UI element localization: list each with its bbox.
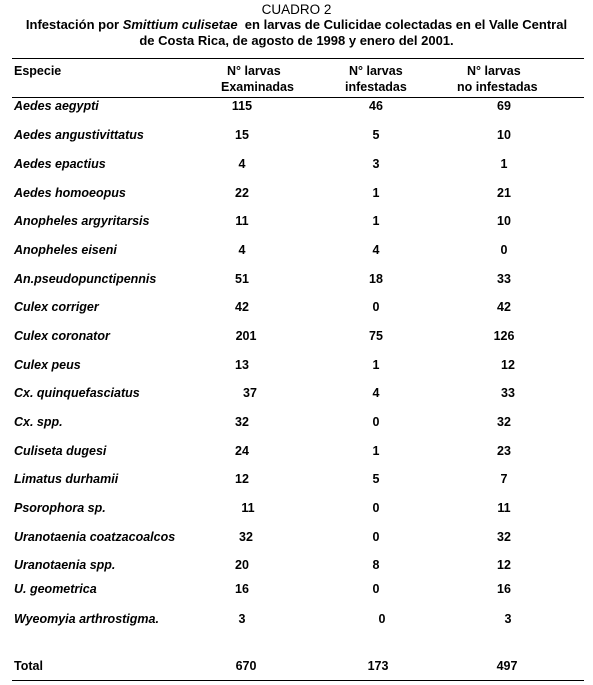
infested-count-cell: 46 bbox=[369, 99, 383, 113]
species-cell: Culiseta dugesi bbox=[14, 444, 107, 458]
infested-count-cell: 3 bbox=[372, 157, 380, 171]
table-caption-line-1 bbox=[0, 17, 593, 33]
infested-count-cell: 1 bbox=[372, 214, 380, 228]
header-species: Especie bbox=[14, 64, 62, 78]
not-infested-count-cell: 69 bbox=[497, 99, 511, 113]
examined-count-cell: 16 bbox=[235, 582, 249, 596]
not-infested-count-cell: 0 bbox=[500, 243, 508, 257]
not-infested-count-cell: 1 bbox=[500, 157, 508, 171]
examined-count-cell: 115 bbox=[231, 99, 253, 113]
examined-count-cell: 4 bbox=[238, 157, 246, 171]
examined-count-cell: 201 bbox=[235, 329, 257, 343]
infested-count-cell: 0 bbox=[372, 300, 380, 314]
infested-count-cell: 4 bbox=[372, 386, 380, 400]
species-cell: Anopheles argyritarsis bbox=[14, 214, 150, 228]
not-infested-count-cell: 33 bbox=[497, 272, 511, 286]
species-cell: U. geometrica bbox=[14, 582, 97, 596]
table-top-rule bbox=[12, 58, 584, 59]
species-cell: Psorophora sp. bbox=[14, 501, 106, 515]
infested-count-cell: 0 bbox=[372, 530, 380, 544]
total-examined: 670 bbox=[235, 659, 257, 673]
species-cell: Culex peus bbox=[14, 358, 81, 372]
not-infested-count-cell: 11 bbox=[497, 501, 511, 515]
examined-count-cell: 42 bbox=[235, 300, 249, 314]
not-infested-count-cell: 7 bbox=[500, 472, 508, 486]
species-cell: Cx. spp. bbox=[14, 415, 63, 429]
not-infested-count-cell: 12 bbox=[501, 358, 515, 372]
examined-count-cell: 15 bbox=[235, 128, 249, 142]
species-cell: Aedes epactius bbox=[14, 157, 106, 171]
not-infested-count-cell: 21 bbox=[497, 186, 511, 200]
examined-count-cell: 32 bbox=[235, 415, 249, 429]
species-cell: Aedes aegypti bbox=[14, 99, 99, 113]
infested-count-cell: 5 bbox=[372, 472, 380, 486]
examined-count-cell: 22 bbox=[235, 186, 249, 200]
species-cell: Cx. quinquefasciatus bbox=[14, 386, 140, 400]
infested-count-cell: 8 bbox=[372, 558, 380, 572]
examined-count-cell: 51 bbox=[235, 272, 249, 286]
examined-count-cell: 11 bbox=[241, 501, 255, 515]
infested-count-cell: 18 bbox=[369, 272, 383, 286]
table-bottom-rule bbox=[12, 680, 584, 681]
examined-count-cell: 11 bbox=[235, 214, 249, 228]
examined-count-cell: 13 bbox=[235, 358, 249, 372]
not-infested-count-cell: 23 bbox=[497, 444, 511, 458]
species-cell: Culex corriger bbox=[14, 300, 99, 314]
species-cell: Uranotaenia spp. bbox=[14, 558, 116, 572]
species-cell: Wyeomyia arthrostigma. bbox=[14, 612, 159, 626]
species-cell: An.pseudopunctipennis bbox=[14, 272, 157, 286]
species-cell: Aedes angustivittatus bbox=[14, 128, 144, 142]
header-not-infested-line-1: N° larvas bbox=[467, 64, 521, 78]
not-infested-count-cell: 3 bbox=[504, 612, 512, 626]
species-cell: Aedes homoeopus bbox=[14, 186, 126, 200]
infested-count-cell: 0 bbox=[372, 582, 380, 596]
examined-count-cell: 24 bbox=[235, 444, 249, 458]
total-label: Total bbox=[14, 659, 43, 673]
caption-text-start: Infestación por bbox=[25, 17, 123, 32]
examined-count-cell: 32 bbox=[239, 530, 253, 544]
total-infested: 173 bbox=[367, 659, 389, 673]
infested-count-cell: 1 bbox=[372, 358, 380, 372]
header-examined-line-1: N° larvas bbox=[227, 64, 281, 78]
not-infested-count-cell: 32 bbox=[497, 530, 511, 544]
species-cell: Uranotaenia coatzacoalcos bbox=[14, 530, 176, 544]
caption-text-end: en larvas de Culicidae colectadas en el Valle Central bbox=[237, 17, 568, 32]
table-caption-line-2: de Costa Rica, de agosto de 1998 y enero del 2001. bbox=[139, 33, 454, 48]
header-infested-line-2: infestadas bbox=[345, 80, 407, 94]
examined-count-cell: 4 bbox=[238, 243, 246, 257]
header-rule bbox=[12, 97, 584, 98]
species-cell: Culex coronator bbox=[14, 329, 110, 343]
not-infested-count-cell: 16 bbox=[497, 582, 511, 596]
infested-count-cell: 4 bbox=[372, 243, 380, 257]
not-infested-count-cell: 126 bbox=[493, 329, 515, 343]
infested-count-cell: 1 bbox=[372, 444, 380, 458]
infested-count-cell: 0 bbox=[372, 415, 380, 429]
infested-count-cell: 0 bbox=[378, 612, 386, 626]
not-infested-count-cell: 33 bbox=[501, 386, 515, 400]
total-not-infested: 497 bbox=[496, 659, 518, 673]
header-not-infested-line-2: no infestadas bbox=[457, 80, 538, 94]
examined-count-cell: 20 bbox=[235, 558, 249, 572]
infested-count-cell: 1 bbox=[372, 186, 380, 200]
not-infested-count-cell: 10 bbox=[497, 214, 511, 228]
examined-count-cell: 3 bbox=[238, 612, 246, 626]
header-examined-line-2: Examinadas bbox=[221, 80, 294, 94]
infested-count-cell: 5 bbox=[372, 128, 380, 142]
species-cell: Anopheles eiseni bbox=[14, 243, 117, 257]
table-number: CUADRO 2 bbox=[261, 2, 332, 17]
not-infested-count-cell: 10 bbox=[497, 128, 511, 142]
not-infested-count-cell: 42 bbox=[497, 300, 511, 314]
header-infested-line-1: N° larvas bbox=[349, 64, 403, 78]
infested-count-cell: 0 bbox=[372, 501, 380, 515]
species-cell: Limatus durhamii bbox=[14, 472, 119, 486]
not-infested-count-cell: 32 bbox=[497, 415, 511, 429]
examined-count-cell: 12 bbox=[235, 472, 249, 486]
not-infested-count-cell: 12 bbox=[497, 558, 511, 572]
infested-count-cell: 75 bbox=[369, 329, 383, 343]
examined-count-cell: 37 bbox=[243, 386, 257, 400]
caption-species-name: Smittium culisetae bbox=[122, 17, 238, 32]
